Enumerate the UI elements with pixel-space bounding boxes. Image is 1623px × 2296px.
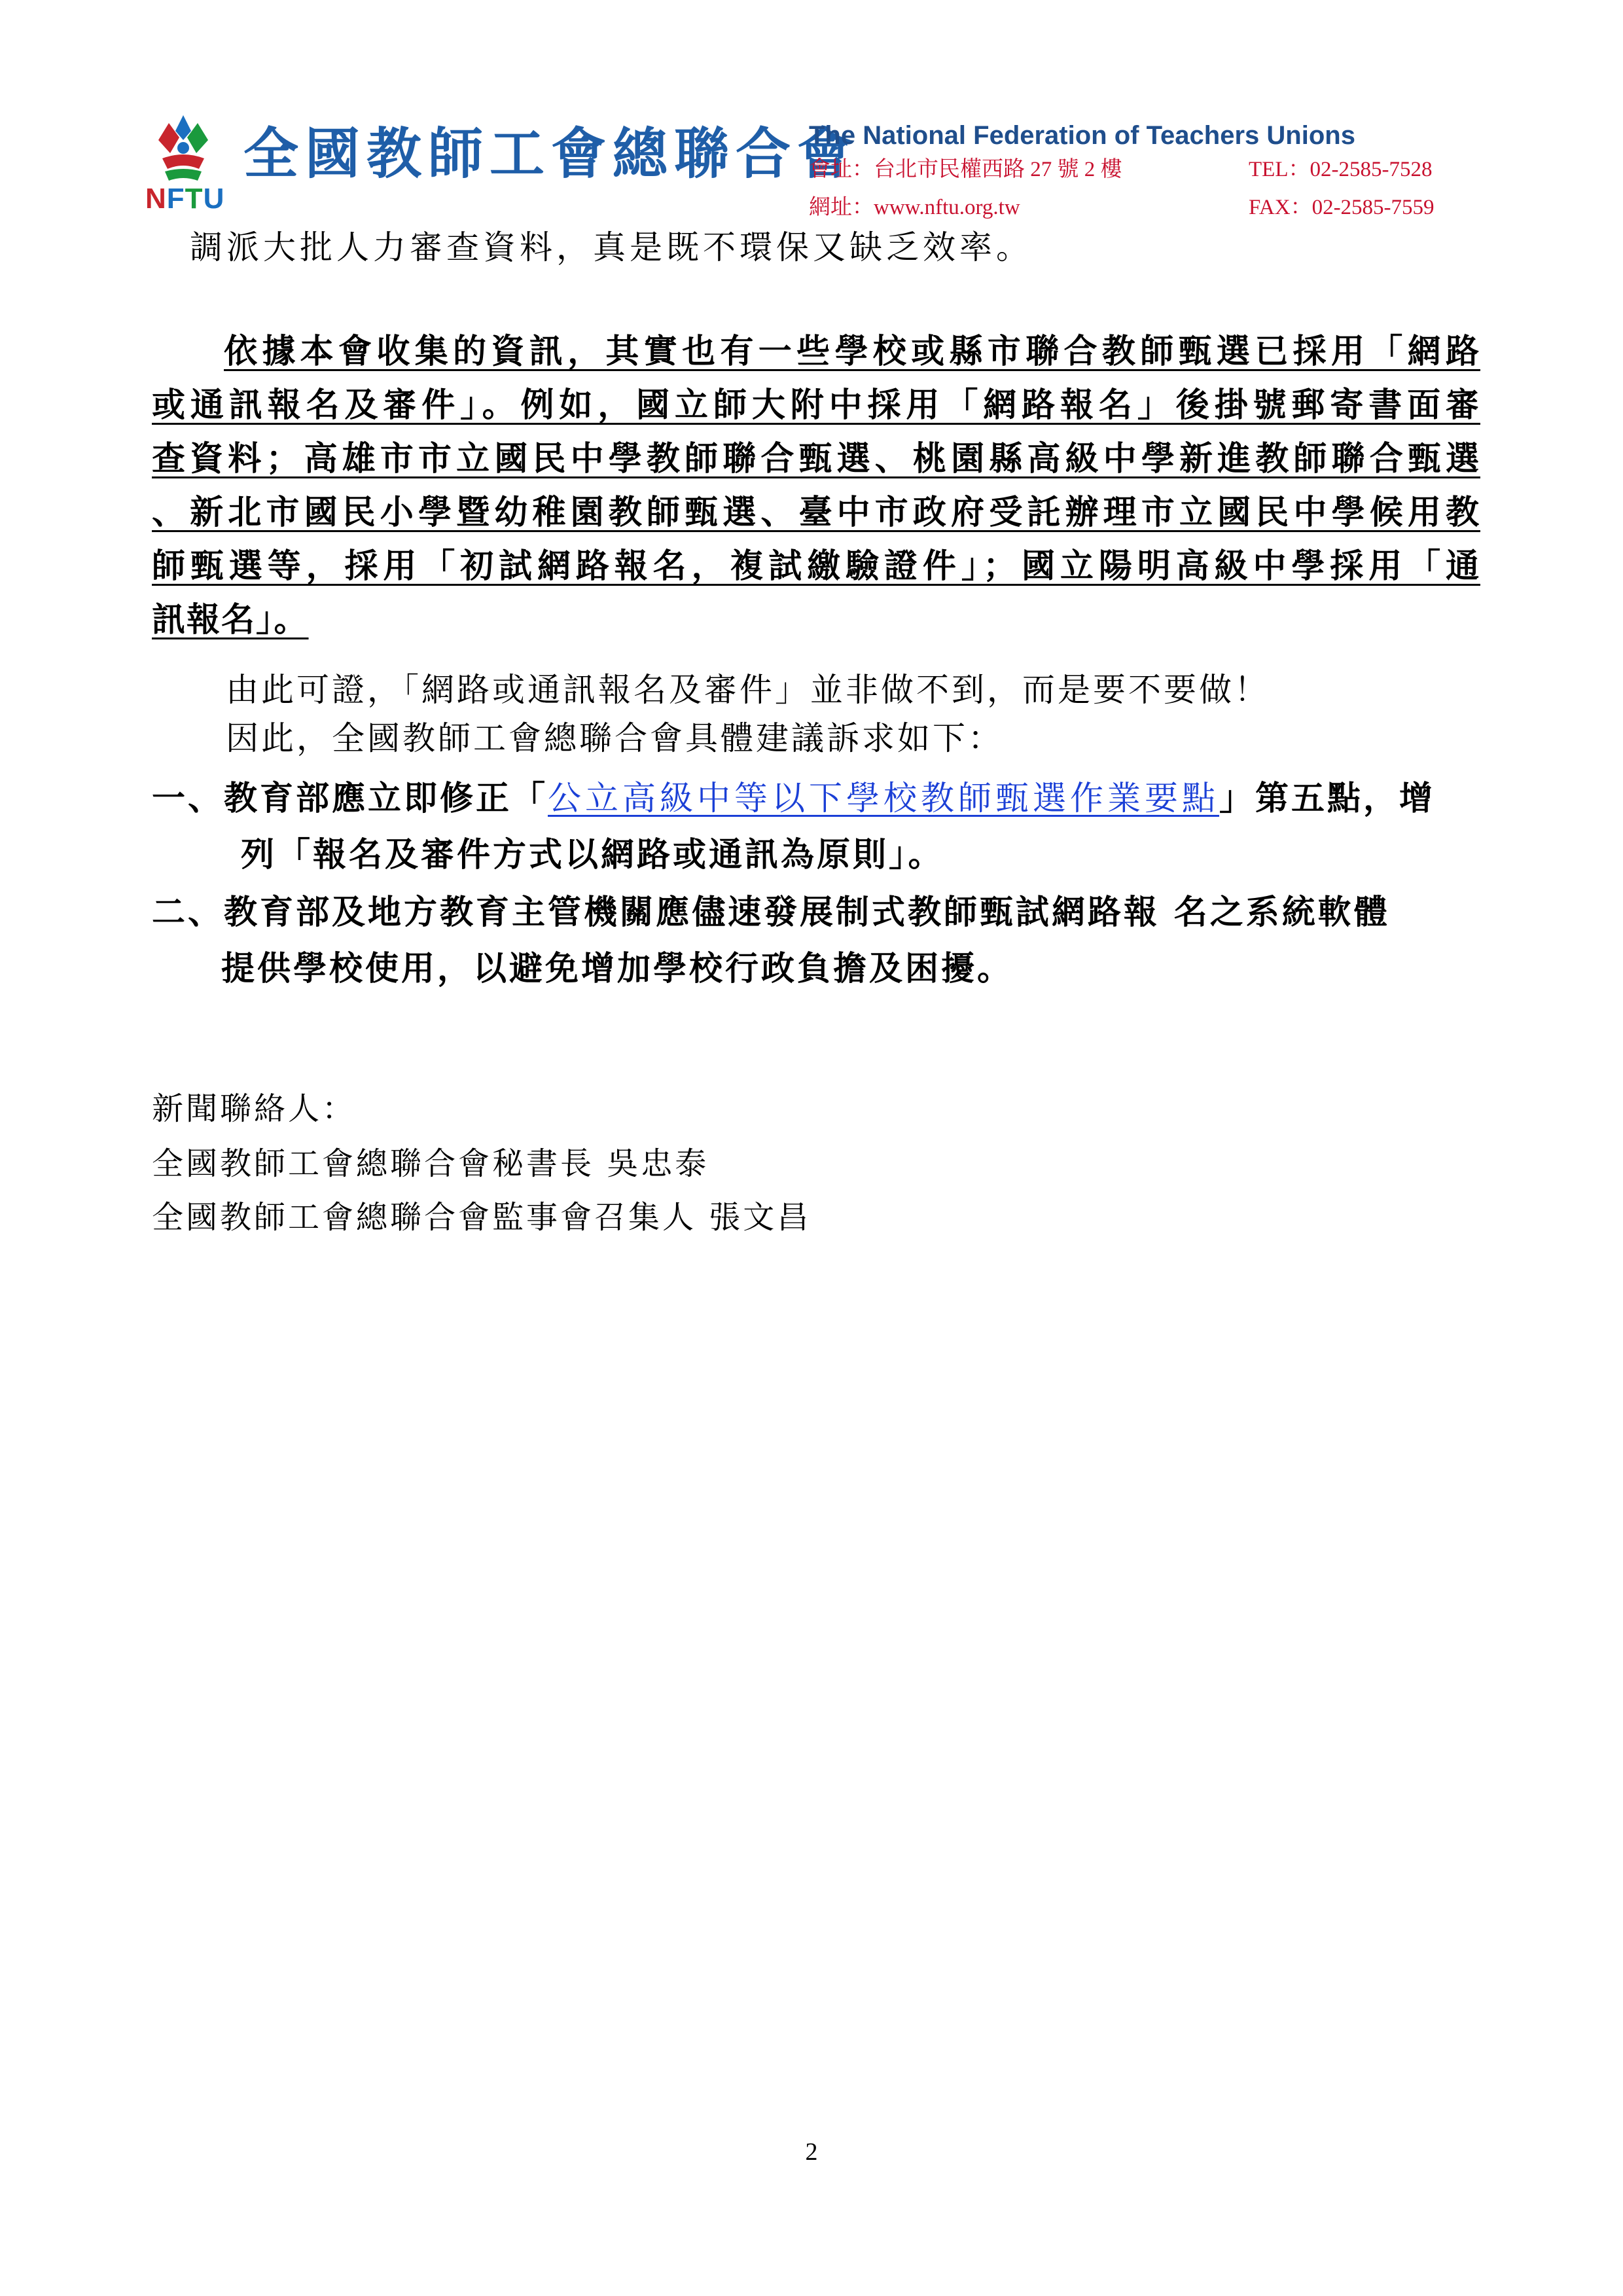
logo-abbreviation: NFTU bbox=[145, 183, 225, 215]
continuation-line: 調派大批人力審查資料，真是既不環保又缺乏效率。 bbox=[190, 228, 1033, 266]
paragraph-line: 、新北市國民小學暨幼稚園教師甄選、臺中市政府受託辦理市立國民中學候用教 bbox=[152, 493, 1480, 532]
contact-website[interactable]: 網址：www.nftu.org.tw bbox=[809, 196, 1020, 219]
press-contact-person: 全國教師工會總聯合會監事會召集人 張文昌 bbox=[152, 1199, 812, 1236]
nftu-logo bbox=[145, 111, 225, 215]
contact-fax: FAX：02-2585-7559 bbox=[1249, 196, 1435, 219]
contact-address: 會址：台北市民權西路 27 號 2 樓 bbox=[809, 158, 1122, 181]
recommendation-1-continuation: 列「報名及審件方式以網路或通訊為原則」。 bbox=[241, 835, 944, 874]
paragraph-line: 依據本會收集的資訊，其實也有一些學校或縣市聯合教師甄選已採用「網路 bbox=[224, 332, 1480, 371]
recommendation-2: 二、教育部及地方教育主管機關應儘速發展制式教師甄試網路報 名之系統軟體 bbox=[152, 893, 1390, 932]
recommendation-1 bbox=[152, 779, 1435, 819]
underlined-paragraph bbox=[152, 325, 1480, 647]
press-contact-title: 新聞聯絡人： bbox=[152, 1090, 357, 1127]
recommendation-2-continuation: 提供學校使用，以避免增加學校行政負擔及困擾。 bbox=[221, 949, 1014, 988]
recommendation-1-prefix: 一、教育部應立即修正「 bbox=[152, 779, 548, 818]
paragraph-line: 訊報名」。 bbox=[152, 600, 309, 639]
org-name-english: The National Federation of Teachers Unions bbox=[809, 121, 1355, 150]
recommendations-intro: 因此，全國教師工會總聯合會具體建議訴求如下： bbox=[226, 719, 1003, 757]
press-contact-person: 全國教師工會總聯合會秘書長 吳忠泰 bbox=[152, 1145, 709, 1182]
contact-tel: TEL：02-2585-7528 bbox=[1249, 158, 1433, 181]
regulation-link[interactable]: 公立高級中等以下學校教師甄選作業要點 bbox=[548, 780, 1220, 818]
nftu-logo-mark-icon bbox=[151, 111, 216, 185]
org-name-chinese: 全國教師工會總聯合會 bbox=[243, 121, 859, 186]
paragraph-line: 查資料；高雄市市立國民中學教師聯合甄選、桃園縣高級中學新進教師聯合甄選 bbox=[152, 439, 1480, 478]
page-number: 2 bbox=[805, 2138, 818, 2166]
recommendation-1-suffix: 」第五點，增 bbox=[1219, 779, 1436, 818]
paragraph-line: 師甄選等，採用「初試網路報名，複試繳驗證件」；國立陽明高級中學採用「通 bbox=[152, 547, 1480, 586]
paragraph-line: 或通訊報名及審件」。例如，國立師大附中採用「網路報名」後掛號郵寄書面審 bbox=[152, 386, 1480, 425]
proof-line: 由此可證，「網路或通訊報名及審件」並非做不到，而是要不要做！ bbox=[226, 671, 1270, 709]
